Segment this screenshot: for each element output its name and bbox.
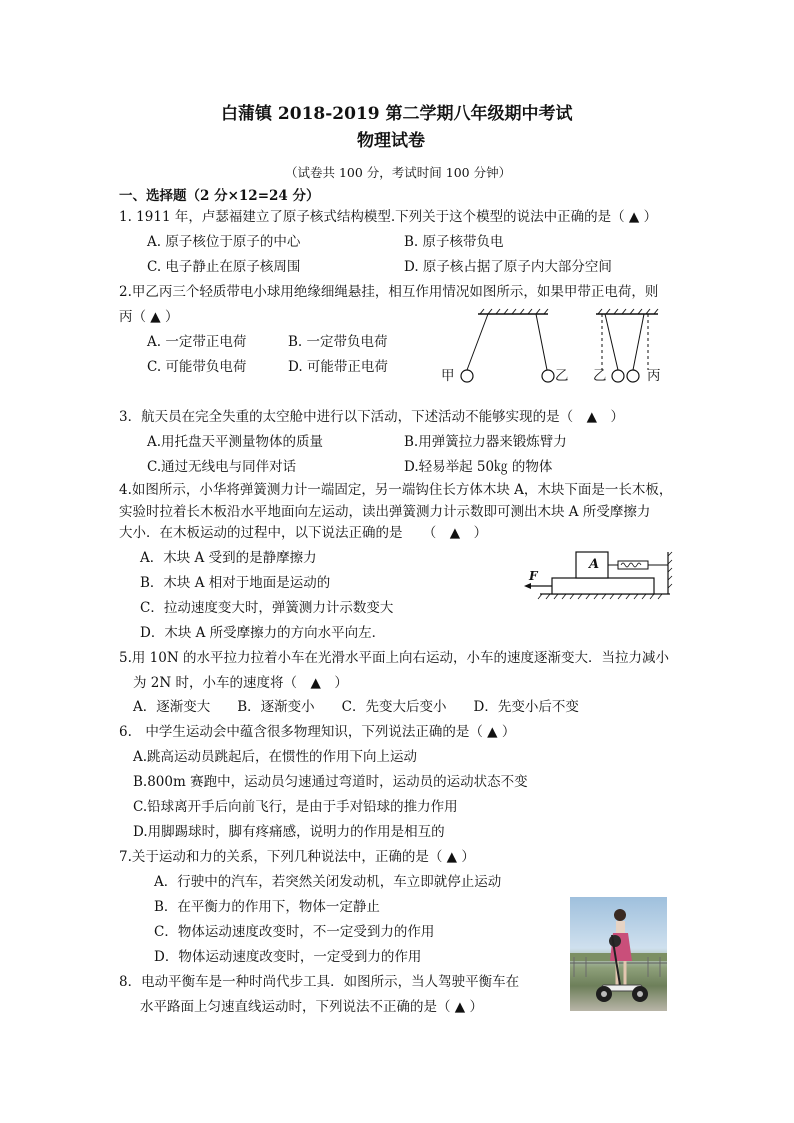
label-bing: 丙 [647,368,661,384]
q1-option-d: D. 原子核占据了原子内大部分空间 [404,259,612,275]
section-heading: 一、选择题（2 分×12=24 分） [119,188,320,204]
q4-option-a: A．木块 A 受到的是静摩擦力 [140,550,317,566]
q2-stem-line2: 丙（ ▲ ） [119,309,179,325]
q4-option-c: C．拉动速度变大时，弹簧测力计示数变大 [140,600,394,616]
q5-stem-line1: 5.用 10N 的水平拉力拉着小车在光滑水平面上向右运动，小车的速度逐渐变大．当拉力减小 [119,650,669,666]
exam-subtitle: 物理试卷 [357,131,425,151]
label-yi-2: 乙 [593,368,607,384]
long-board [552,578,654,594]
q4-stem-line1: 4.如图所示，小华将弹簧测力计一端固定，另一端钩住长方体木块 A，木块下面是一长木板， [119,482,673,498]
block-label: A [589,557,600,572]
q4-option-b: B．木块 A 相对于地面是运动的 [140,575,331,591]
q1-stem: 1. 1911 年，卢瑟福建立了原子核式结构模型.下列关于这个模型的说法中正确的是（ ▲ ） [119,209,658,225]
label-jia: 甲 [441,368,455,384]
q2-option-a: A. 一定带正电荷 [147,334,247,350]
q7-stem: 7.关于运动和力的关系，下列几种说法中，正确的是（ ▲ ） [119,849,475,865]
q2-stem-line1: 2.甲乙丙三个轻质带电小球用绝缘细绳悬挂，相互作用情况如图所示，如果甲带正电荷，则 [119,284,659,300]
q6-option-a: A.跳高运动员跳起后，在惯性的作用下向上运动 [133,749,418,765]
exam-title: 白蒲镇 2018-2019 第二学期八年级期中考试 [221,104,573,124]
force-label: F [529,569,538,583]
q2-option-d: D. 可能带正电荷 [288,359,388,375]
q1-option-a: A. 原子核位于原子的中心 [147,234,301,250]
q6-option-d: D.用脚踢球时，脚有疼痛感，说明力的作用是相互的 [133,824,445,840]
q4-stem-line3: 大小．在木板运动的过程中，以下说法正确的是 （ ▲ ） [119,525,488,541]
q7-option-a: A．行驶中的汽车，若突然关闭发动机，车立即就停止运动 [154,874,502,890]
q7-option-c: C．物体运动速度改变时，不一定受到力的作用 [154,924,435,940]
q6-stem: 6. 中学生运动会中蕴含很多物理知识，下列说法正确的是（ ▲ ） [119,724,516,740]
q6-option-c: C.铅球离开手后向前飞行，是由于手对铅球的推力作用 [133,799,458,815]
q1-option-b: B. 原子核带负电 [404,234,504,250]
q5-options: A．逐渐变大 B．逐渐变小 C．先变大后变小 D．先变小后不变 [133,699,579,715]
balance-scooter-photo [570,897,667,1011]
q2-option-c: C. 可能带负电荷 [147,359,247,375]
q2-option-b: B. 一定带负电荷 [288,334,388,350]
exam-note: （试卷共 100 分，考试时间 100 分钟） [285,165,512,180]
label-yi: 乙 [555,368,569,384]
q3-stem: 3．航天员在完全失重的太空舱中进行以下活动，下述活动不能够实现的是（ ▲ ） [119,409,624,425]
q6-option-b: B.800m 赛跑中，运动员匀速通过弯道时，运动员的运动状态不变 [133,774,528,790]
ball-yi-2 [612,370,624,382]
q3-option-d: D.轻易举起 50㎏ 的物体 [404,459,553,475]
q4-option-d: D．木块 A 所受摩擦力的方向水平向左． [140,625,386,641]
q7-option-b: B．在平衡力的作用下，物体一定静止 [154,899,380,915]
q8-stem-line2: 水平路面上匀速直线运动时，下列说法不正确的是（ ▲ ） [140,999,483,1015]
q4-stem-line2: 实验时拉着长木板沿水平地面向左运动，读出弹簧测力计示数即可测出木块 A 所受摩擦力 [119,504,651,520]
q5-stem-line2: 为 2N 时，小车的速度将（ ▲ ） [133,675,348,691]
ball-jia [461,370,473,382]
q7-option-d: D．物体运动速度改变时，一定受到力的作用 [154,949,422,965]
q8-stem-line1: 8．电动平衡车是一种时尚代步工具．如图所示，当人驾驶平衡车在 [119,974,520,990]
q3-option-b: B.用弹簧拉力器来锻炼臂力 [404,434,567,450]
ball-bing [627,370,639,382]
q1-option-c: C. 电子静止在原子核周围 [147,259,301,275]
q3-option-a: A.用托盘天平测量物体的质量 [147,434,324,450]
ball-yi [542,370,554,382]
q3-option-c: C.通过无线电与同伴对话 [147,459,297,475]
